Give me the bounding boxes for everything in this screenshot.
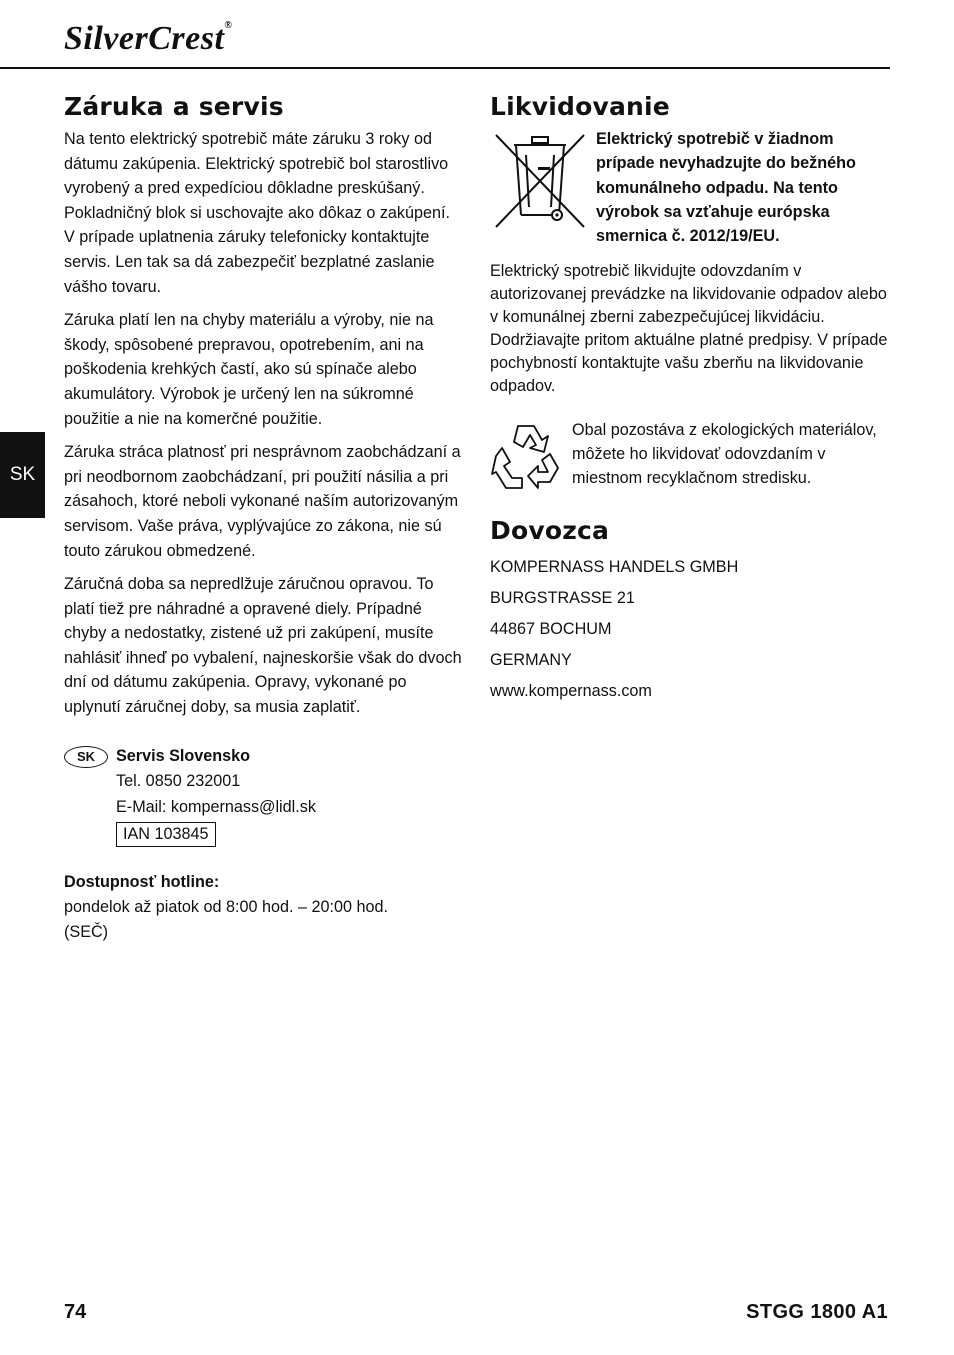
disposal-column: [490, 92, 890, 710]
packaging-text: Obal pozostáva z ekologických materiálov, môžete ho likvidovať odovzdaním v miestnom recyklačnom stredisku.: [572, 421, 877, 488]
model-number: STGG 1800 A1: [746, 1301, 888, 1323]
warranty-title: Záruka a servis: [64, 92, 284, 121]
importer-company: KOMPERNASS HANDELS GMBH: [490, 558, 739, 577]
disposal-text: Elektrický spotrebič likvidujte odovzdaním v autorizovanej prevádzke na likvidovanie odpadov alebo v komunálnej zberni zabezpečujúcej likvidáciu. Dodržiavajte pritom aktuálne platné predpisy. V prípade pochybností kontaktujte vašu zberňu na likvidovanie odpadov.: [490, 262, 888, 396]
importer-country: GERMANY: [490, 651, 572, 670]
warranty-paragraph-3: Záruka stráca platnosť pri nesprávnom zaobchádzaní a pri neodbornom zaobchádzaní, pri použití násilia a pri zásahoch, ktoré neboli vykonané naším autorizovaným servisom. Vaše práva, vyplývajúce zo zákona, nie sú touto zárukou obmedzené.: [64, 443, 461, 560]
warranty-paragraph-1: Na tento elektrický spotrebič máte záruku 3 roky od dátumu zakúpenia. Elektrický spotrebič bol starostlivo vyrobený a pred expedíciou dôkladne preskúšaný. Pokladničný blok si uschovajte ako dôkaz o zakúpení. V prípade uplatnenia záruky telefonicky kontaktujte servis. Len tak sa dá zabezpečiť bezplatné zaslanie vášho tovaru.: [64, 130, 451, 296]
warranty-paragraph-4: Záručná doba sa nepredlžuje záručnou opravou. To platí tiež pre náhradné a opravené diely. Prípadné chyby a nedostatky, zistené už pri zakúpení, musíte nahlásiť ihneď po vybalení, najneskoršie však do dvoch dní od dátumu zakúpenia. Opravy, vykonané po uplynutí záručnej doby, sa musia zaplatiť.: [64, 575, 462, 717]
disposal-warning-text: Elektrický spotrebič v žiadnom prípade nevyhadzujte do bežného komunálneho odpadu. Na tento výrobok sa vzťahuje európska smernica č. 2012/19/EU.: [596, 130, 856, 246]
warranty-column: [64, 92, 464, 945]
disposal-title: Likvidovanie: [490, 92, 670, 121]
service-name: Servis Slovensko: [116, 746, 251, 765]
hotline-label: Dostupnosť hotline:: [64, 872, 220, 891]
page-number: 74: [64, 1301, 87, 1323]
hotline-info: [64, 870, 464, 945]
country-badge: SK: [64, 746, 108, 768]
service-phone: Tel. 0850 232001: [116, 772, 241, 791]
importer-city: 44867 BOCHUM: [490, 620, 612, 639]
language-tab: SK: [0, 432, 45, 518]
importer-website: www.kompernass.com: [490, 682, 652, 701]
weee-warning: [490, 127, 890, 248]
warranty-paragraph-2: Záruka platí len na chyby materiálu a výroby, nie na škody, spôsobené prepravou, opotrebením, ani na poškodenia krehkých častí, ako sú spínače alebo akumulátory. Výrobok je určený len na súkromné použitie a nie na komerčné použitie.: [64, 311, 434, 428]
importer-street: BURGSTRASSE 21: [490, 589, 635, 608]
service-email: E-Mail: kompernass@lidl.sk: [116, 797, 316, 816]
crossed-bin-icon: [490, 127, 590, 235]
recycle-icon: [490, 418, 562, 490]
packaging-note: [490, 418, 890, 490]
hotline-hours: pondelok až piatok od 8:00 hod. – 20:00 hod.: [64, 897, 389, 916]
ian-box: IAN 103845: [116, 822, 216, 847]
header-divider: [0, 67, 890, 69]
brand-logo: SilverCrest®: [64, 20, 233, 57]
importer-title: Dovozca: [490, 516, 610, 546]
service-contact: [64, 744, 464, 848]
hotline-zone: (SEČ): [64, 922, 109, 941]
